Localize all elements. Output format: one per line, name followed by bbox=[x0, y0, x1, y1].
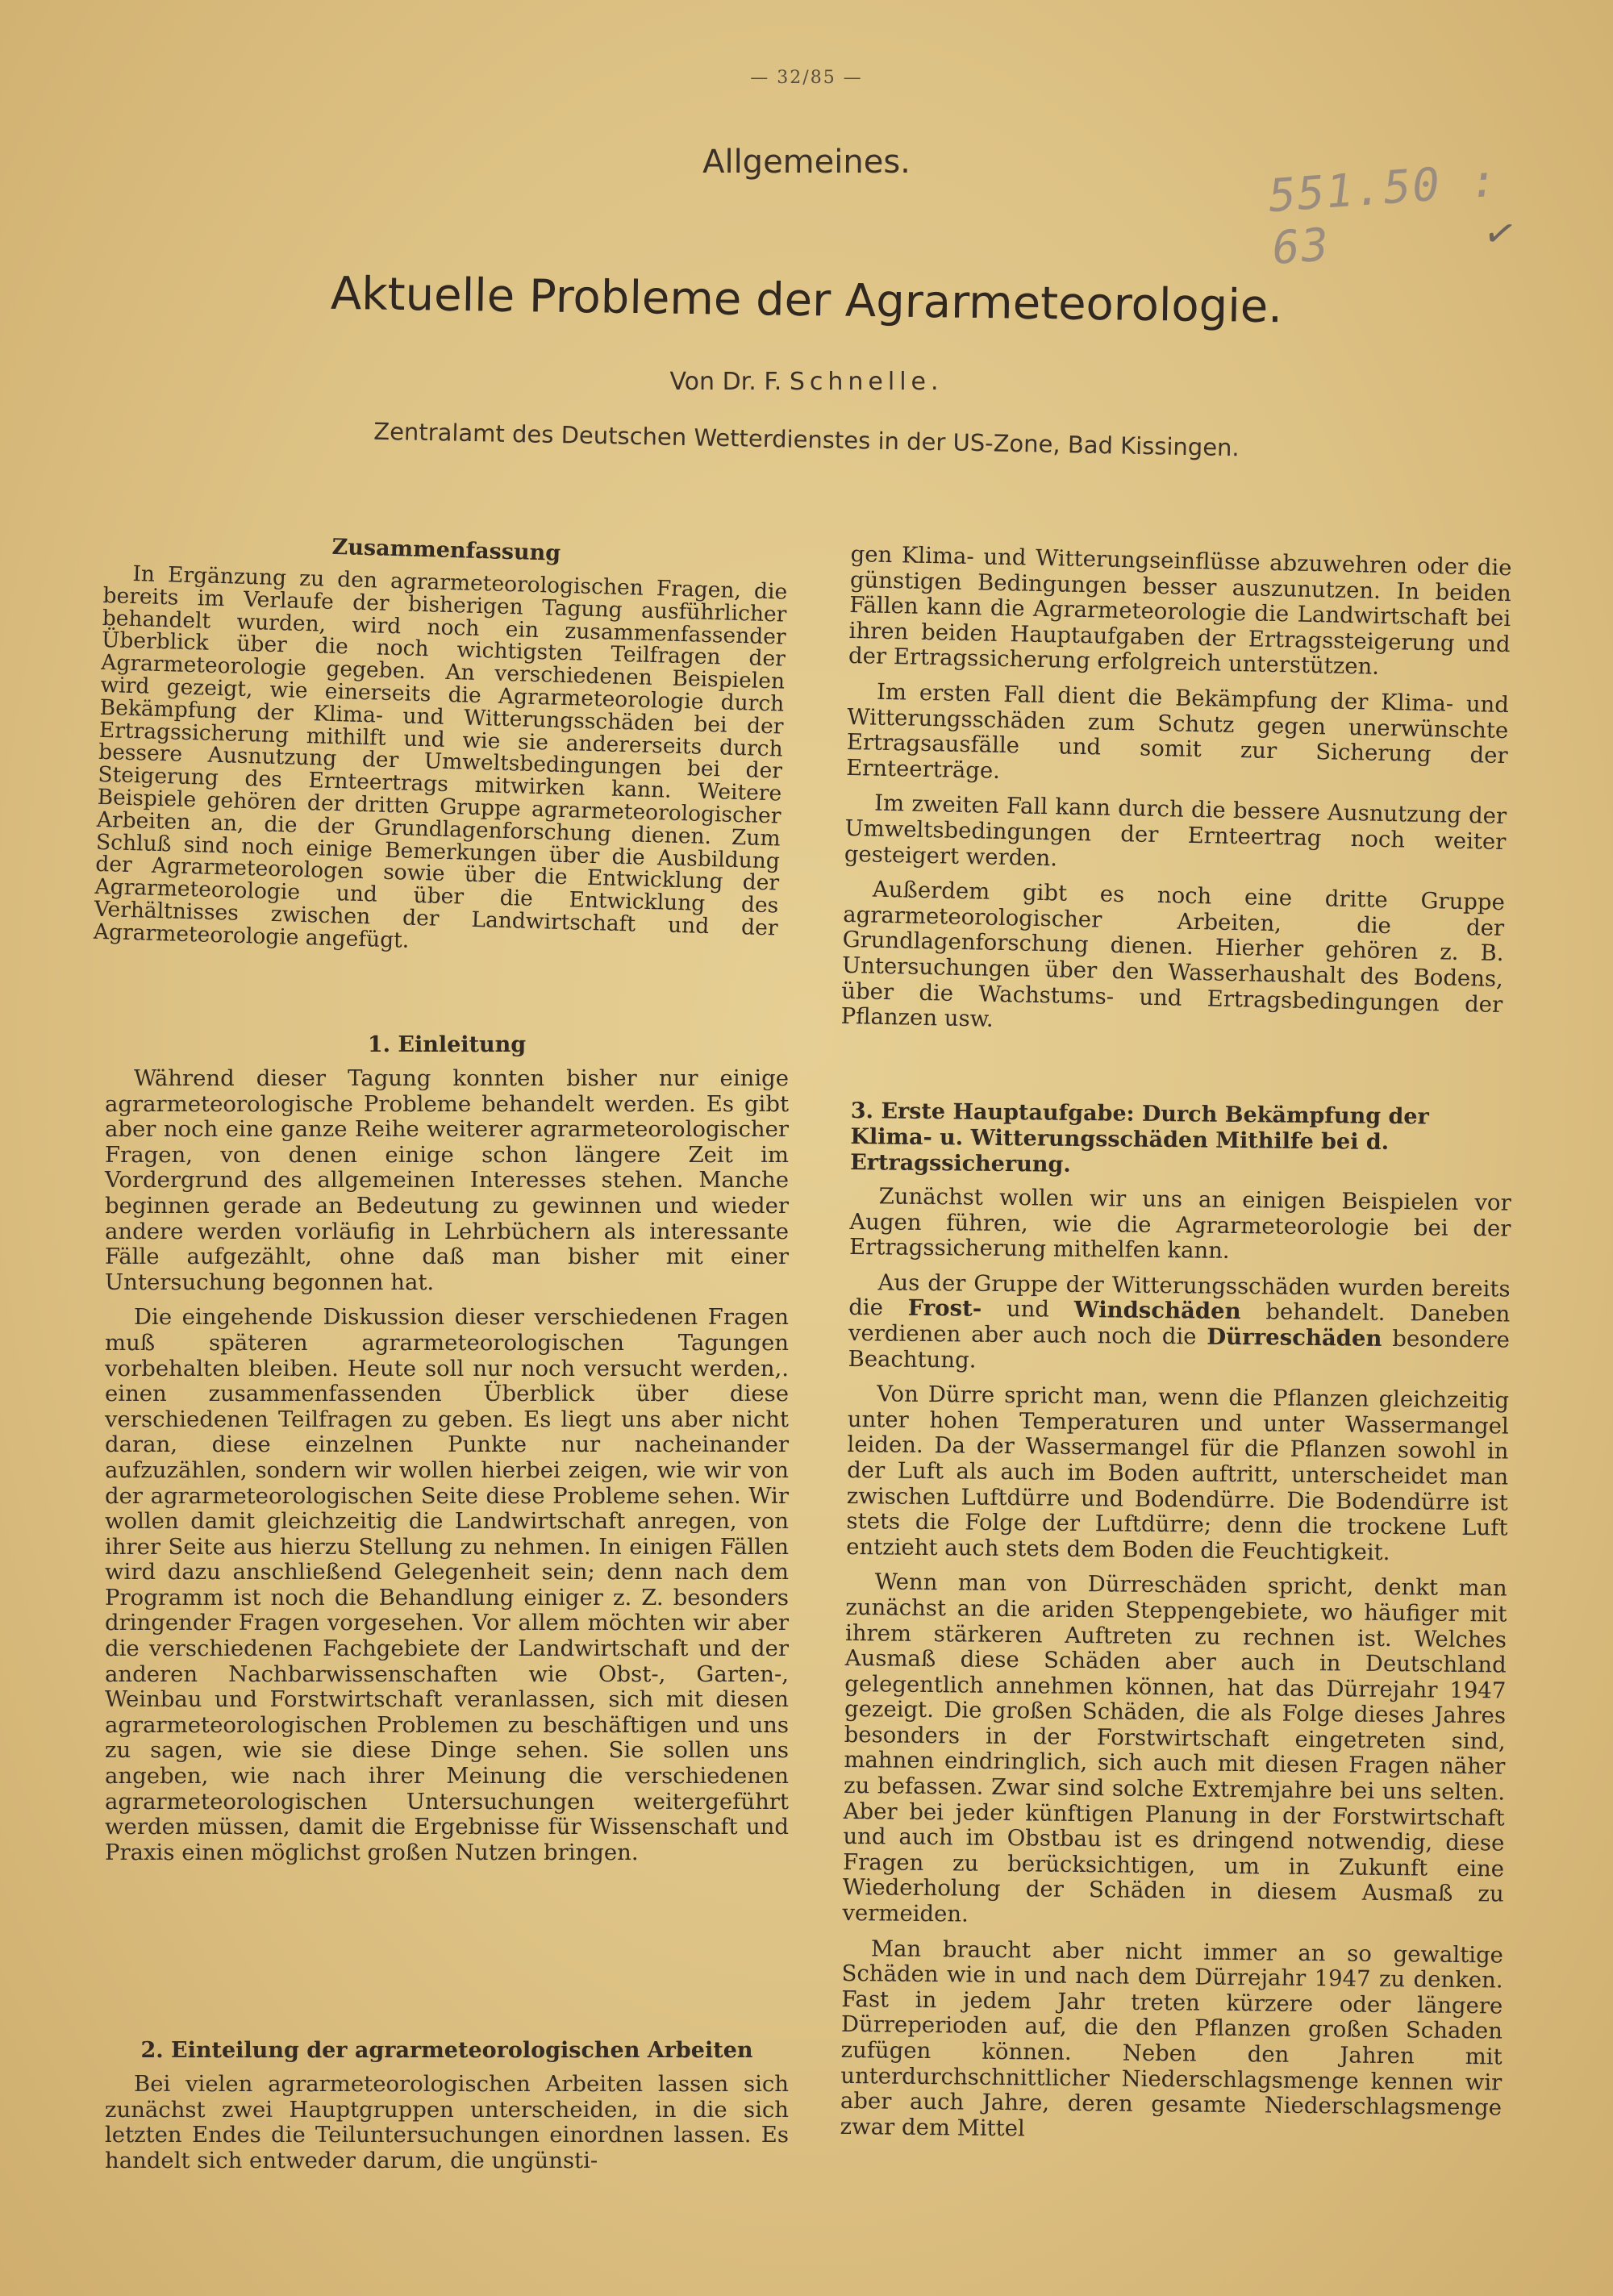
affiliation: Zentralamt des Deutschen Wetterdienstes in der US-Zone, Bad Kissingen. bbox=[373, 417, 1240, 462]
text-span: besondere Beachtung. bbox=[848, 1326, 1511, 1373]
summary-text: In Ergänzung zu den agrarmeteorologischen Fragen, die bereits im Verlaufe der bisherigen Tagung ausführlicher behandelt wurden, wird noch ein zusammenfassender Überblick über die noch wichtigsten Teilfragen der Agrarmeteorologie gegeben. An verschiedenen Beispielen wird gezeigt, wie einerseits die Agrarmeteorologie durch Bekämpfung der Klima- und Witterungsschäden bei der Ertragssicherung mithilft und wie sie andererseits durch bessere Ausnutzung der Umweltsbedingungen bei der Steigerung des Ernteertrags mitwirken kann. Weitere Beispiele gehören der dritten Gruppe agrarmeteorologischer Arbeiten an, die der Grundlagenforschung dienen. Zum Schluß sind noch einige Bemerkungen über die Ausbildung der Agrarmeteorologen sowie über die Entwicklung der Agrarmeteorologie und über die Entwicklung des Verhältnisses zwischen der Landwirtschaft und der Agrarmeteorologie angefügt. bbox=[93, 560, 788, 953]
bold-term: Windschäden bbox=[1073, 1297, 1241, 1325]
bold-term: Frost- bbox=[907, 1295, 982, 1323]
page-number: — 32/85 — bbox=[750, 68, 863, 88]
bold-term: Dürreschäden bbox=[1207, 1323, 1382, 1352]
section-3-paragraph: Man braucht aber nicht immer an so gewaltige Schäden wie in und nach dem Dürrejahr 1947 zu denken. Fast in jedem Jahr treten kürzere oder längere Dürreperioden auf, die den Pflanzen großen Schaden zufügen können. Neben den Jahren mit unterdurchschnittlicher Niederschlagsmenge kennen wir aber auch Jahre, deren gesamte Niederschlagsmenge zwar dem Mittel bbox=[840, 1935, 1504, 2142]
paragraph: Außerdem gibt es noch eine dritte Gruppe agrarmeteorologischer Arbeiten, die der Grundlagenforschung dienen. Hierher gehören z. B. Untersuchungen über den Wasserhaushalt des Bodens, über die Wachstums- und Ertragsbedingungen der Pflanzen usw. bbox=[840, 876, 1506, 1032]
section-3-heading: 3. Erste Hauptaufgabe: Durch Bekämpfung der Klima- u. Witterungsschäden Mithilfe bei d. Ertragssicherung. bbox=[850, 1098, 1429, 1177]
paragraph: Im zweiten Fall kann durch die bessere Ausnutzung der Umweltsbedingungen der Ernteertrag noch weiter gesteigert werden. bbox=[844, 790, 1507, 871]
article-title: Aktuelle Probleme der Agrarmeteorologie. bbox=[330, 267, 1283, 334]
continued-paragraph: gen Klima- und Witterungseinflüsse abzuwehren oder die günstigen Bedingungen besser auszunutzen. In beiden Fällen kann die Agrarmeteorologie die Landwirtschaft bei ihren beiden Hauptaufgaben der Ertragssteigerung und der Ertragssicherung erfolgreich unterstützen. bbox=[848, 541, 1512, 681]
section-2 bbox=[105, 2038, 789, 2183]
section-3-paragraph: Von Dürre spricht man, wenn die Pflanzen gleichzeitig unter hohen Temperaturen und unter Wassermangel leiden. Da der Wassermangel für die Pflanzen sowohl in der Luft als auch im Boden auftritt, unterscheidet man zwischen Luftdürre und Bodendürre. Die Bodendürre ist stets die Folge der Luftdürre; denn die trockene Luft entzieht auch stets dem Boden die Feuchtigkeit. bbox=[846, 1381, 1510, 1565]
right-column-top bbox=[840, 542, 1512, 1053]
section-2-paragraph: Bei vielen agrarmeteorologischen Arbeiten lassen sich zunächst zwei Hauptgruppen unterscheiden, in die sich letzten Endes die Teiluntersuchungen einordnen lassen. Es handelt sich entweder darum, die ungünsti- bbox=[105, 2071, 789, 2173]
summary-block bbox=[93, 528, 788, 972]
section-3-paragraph: Wenn man von Dürreschäden spricht, denkt man zunächst an die ariden Steppengebiete, wo häufiger mit ihrem stärkeren Auftreten zu rechnen ist. Welches Ausmaß diese Schäden aber auch in Deutschland gelegentlich annehmen können, hat das Dürrejahr 1947 gezeigt. Die großen Schäden, die als Folge dieses Jahres besonders in der Forstwirtschaft eingetreten sind, mahnen eindringlich, sich auch mit diesen Fragen näher zu befassen. Zwar sind solche Extremjahre bei uns selten. Aber bei jeder künftigen Planung in der Forstwirtschaft und auch im Obstbau ist es dringend notwendig, diese Fragen zu berücksichtigen, um in Zukunft eine Wiederholung der Schäden in diesem Ausmaß zu vermeiden. bbox=[842, 1569, 1507, 1927]
text-span: behandelt. Daneben verdienen aber auch noch die bbox=[848, 1298, 1511, 1350]
author-line bbox=[0, 368, 1613, 396]
text-span: und bbox=[1006, 1296, 1050, 1323]
handwritten-check-icon: ✓ bbox=[1479, 208, 1521, 260]
section-1 bbox=[105, 1032, 789, 1875]
section-1-paragraph: Die eingehende Diskussion dieser verschiedenen Fragen muß späteren agrarmeteorologischen Tagungen vorbehalten bleiben. Heute soll nur noch versucht werden,. einen zusammenfassenden Überblick über diese verschiedenen Teilfragen zu geben. Es liegt uns aber nicht daran, diese einzelnen Punkte nur nacheinander aufzuzählen, sondern wir wollen hierbei zeigen, wie wir von der agrarmeteorologischen Seite diese Probleme sehen. Wir wollen damit gleichzeitig die Landwirtschaft anregen, von ihrer Seite aus hierzu Stellung zu nehmen. In einigen Fällen wird dazu anschließend Gelegenheit sein; denn nach dem Programm ist noch die Behandlung einiger z. Z. besonders dringender Fragen vorgesehen. Vor allem möchten wir aber die verschiedenen Fachgebiete der Landwirtschaft und der anderen Nachbarwissenschaften wie Obst-, Garten-, Weinbau und Forstwirtschaft veranlassen, sich mit diesen agrarmeteorologischen Problemen zu beschäftigen und uns zu sagen, wie sie diese Dinge sehen. Sie sollen uns angeben, wie nach ihrer Meinung die verschiedenen agrarmeteorologischen Untersuchungen weitergeführt werden müssen, damit die Ergebnisse für Wissenschaft und Praxis einen möglichst großen Nutzen bringen. bbox=[105, 1304, 789, 1865]
author-name: Schnelle. bbox=[789, 368, 944, 396]
handwritten-call-number: 551.50 : 63 bbox=[1266, 154, 1501, 276]
text-span: Aus der Gruppe der Witterungsschäden wurden bereits die bbox=[848, 1269, 1511, 1321]
section-label: Allgemeines. bbox=[702, 144, 911, 181]
section-3 bbox=[840, 1098, 1512, 2156]
paragraph: Im ersten Fall dient die Bekämpfung der Klima- und Witterungsschäden zum Schutz gegen unerwünschte Ertragsausfälle und somit zur Sicherung der Ernteerträge. bbox=[845, 678, 1510, 784]
section-1-heading: 1. Einleitung bbox=[367, 1032, 527, 1057]
section-3-paragraph: Zunächst wollen wir uns an einigen Beispielen vor Augen führen, wie die Agrarmeteorologie bei der Ertragssicherung mithelfen kann. bbox=[848, 1183, 1511, 1265]
section-2-heading: 2. Einteilung der agrarmeteorologischen Arbeiten bbox=[140, 2038, 753, 2063]
summary-heading: Zusammenfassung bbox=[331, 534, 561, 566]
author-prefix: Von Dr. F. bbox=[669, 368, 782, 396]
section-3-paragraph bbox=[848, 1270, 1510, 1379]
section-1-paragraph: Während dieser Tagung konnten bisher nur einige agrarmeteorologische Probleme behandelt werden. Es gibt aber noch eine ganze Reihe weiterer agrarmeteorologischer Fragen, von denen einige schon längere Zeit im Vordergrund des allgemeinen Interesses stehen. Manche beginnen gerade an Bedeutung zu gewinnen und wieder andere werden vorläufig in Lehrbüchern als interessante Fälle aufgezählt, ohne daß man bisher mit einer Untersuchung begonnen hat. bbox=[105, 1065, 789, 1295]
